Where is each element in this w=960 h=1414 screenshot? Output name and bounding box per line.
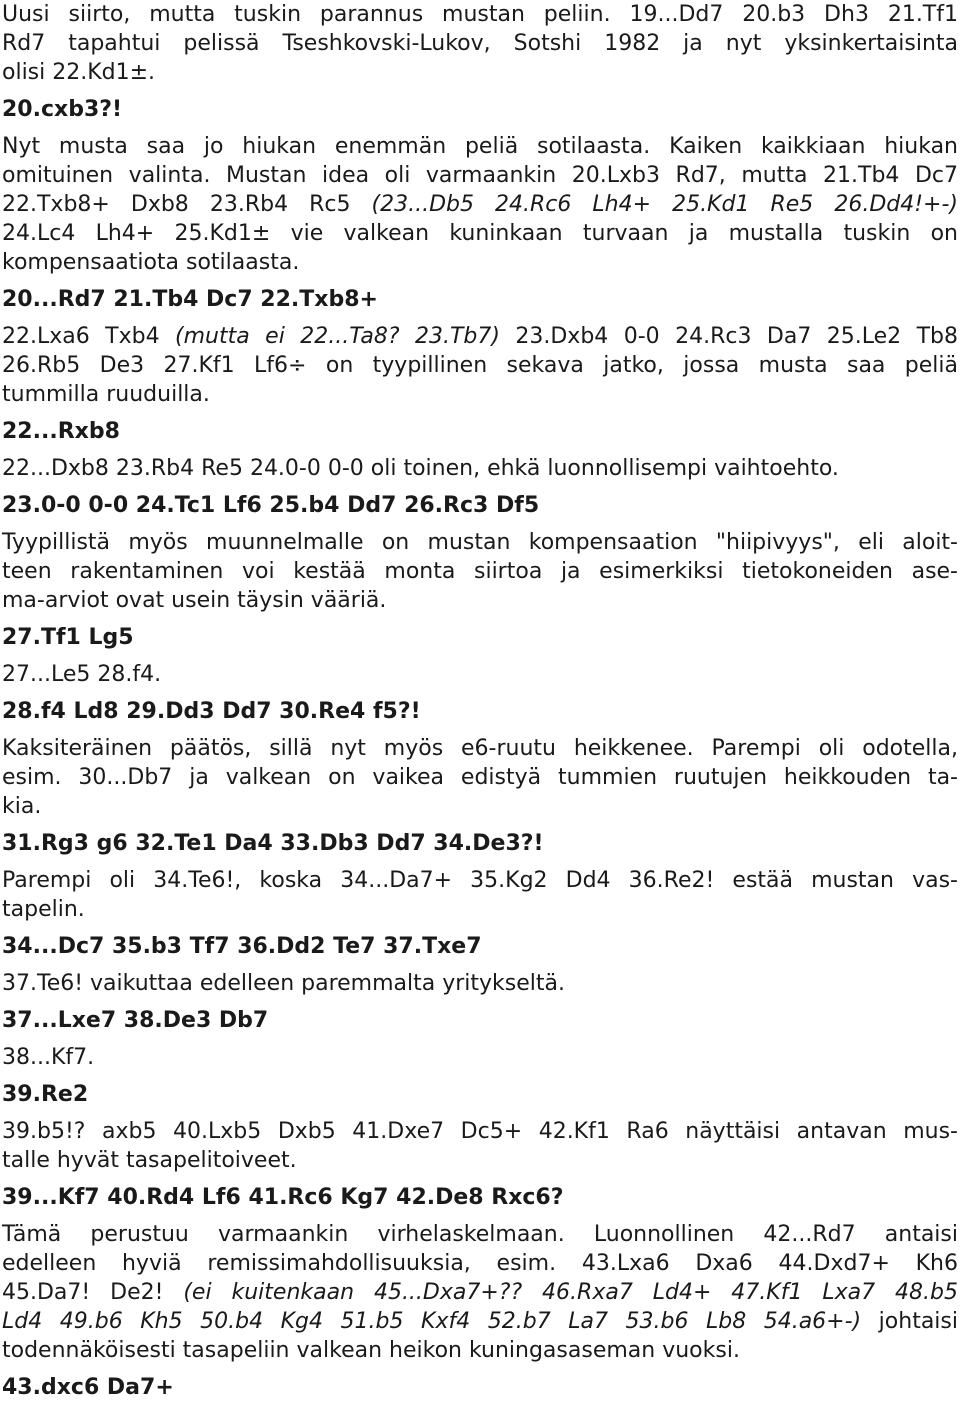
text-line: 38...Kf7. [2, 1045, 95, 1070]
move-line: 34...Dc7 35.b3 Tf7 36.Dd2 Te7 37.Txe7 [2, 934, 482, 959]
annotation-paragraph [2, 660, 958, 689]
annotation-paragraph [2, 132, 958, 277]
move-line: 28.f4 Ld8 29.Dd3 Dd7 30.Re4 f5?! [2, 699, 421, 724]
text-line: 22.Txb8+ Dxb8 23.Rb4 Rc5 (23...Db5 24.Rc6 Lh4+ 25.Kd1 Re5 26.Dd4!+-) [2, 192, 958, 217]
text-line: 24.Lc4 Lh4+ 25.Kd1± vie valkean kuninkaan turvaan ja mustalla tuskin on [2, 221, 958, 246]
text-line: Rd7 tapahtui pelissä Tseshkovski-Lukov, Sotshi 1982 ja nyt yksinkertaisinta [2, 31, 958, 56]
annotation-paragraph [2, 866, 958, 924]
annotation-paragraph [2, 322, 958, 409]
document-page [2, 0, 958, 1402]
annotation-paragraph [2, 734, 958, 821]
annotation-paragraph [2, 1117, 958, 1175]
move-line: 27.Tf1 Lg5 [2, 625, 134, 650]
move-line: 20.cxb3?! [2, 97, 123, 122]
text-line: omituinen valinta. Mustan idea oli varmaankin 20.Lxb3 Rd7, mutta 21.Tb4 Dc7 [2, 163, 958, 188]
text-line: teen rakentaminen voi kestää monta siirtoa ja esimerkiksi tietokoneiden ase- [2, 559, 958, 584]
text-line: Tämä perustuu varmaankin virhelaskelmaan. Luonnollinen 42...Rd7 antaisi [2, 1222, 958, 1247]
annotation-paragraph [2, 1043, 958, 1072]
text-line: Tyypillistä myös muunnelmalle on mustan kompensaation "hiipivyys", eli aloit- [2, 530, 958, 555]
text-line: 39.b5!? axb5 40.Lxb5 Dxb5 41.Dxe7 Dc5+ 42.Kf1 Ra6 näyttäisi antavan mus- [2, 1119, 958, 1144]
text-line: 27...Le5 28.f4. [2, 662, 162, 687]
annotation-paragraph [2, 969, 958, 998]
annotation-paragraph [2, 528, 958, 615]
text-line: Nyt musta saa jo hiukan enemmän peliä sotilaasta. Kaiken kaikkiaan hiukan [2, 134, 958, 159]
text-line: tapelin. [2, 897, 85, 922]
text-line: tummilla ruuduilla. [2, 382, 210, 407]
text-line: kompensaatiota sotilaasta. [2, 250, 300, 275]
text-line: 37.Te6! vaikuttaa edelleen paremmalta yritykseltä. [2, 971, 565, 996]
text-line: kia. [2, 794, 42, 819]
annotation-paragraph [2, 1220, 958, 1365]
text-line: esim. 30...Db7 ja valkean on vaikea edistyä tummien ruutujen heikkouden ta- [2, 765, 958, 790]
text-line: talle hyvät tasapelitoiveet. [2, 1148, 297, 1173]
move-line: 39.Re2 [2, 1082, 89, 1107]
text-line: ma-arviot ovat usein täysin vääriä. [2, 588, 387, 613]
move-line: 39...Kf7 40.Rd4 Lf6 41.Rc6 Kg7 42.De8 Rxc6? [2, 1185, 564, 1210]
text-line: 45.Da7! De2! (ei kuitenkaan 45...Dxa7+?? 46.Rxa7 Ld4+ 47.Kf1 Lxa7 48.b5 [2, 1280, 958, 1305]
move-line: 37...Lxe7 38.De3 Db7 [2, 1008, 269, 1033]
move-line: 23.0-0 0-0 24.Tc1 Lf6 25.b4 Dd7 26.Rc3 Df5 [2, 493, 540, 518]
text-line: 22.Lxa6 Txb4 (mutta ei 22...Ta8? 23.Tb7) 23.Dxb4 0-0 24.Rc3 Da7 25.Le2 Tb8 [2, 324, 958, 349]
text-line: 26.Rb5 De3 27.Kf1 Lf6÷ on tyypillinen sekava jatko, jossa musta saa peliä [2, 353, 958, 378]
annotation-paragraph [2, 0, 958, 87]
move-line: 43.dxc6 Da7+ [2, 1375, 174, 1400]
text-line: Uusi siirto, mutta tuskin parannus mustan peliin. 19...Dd7 20.b3 Dh3 21.Tf1 [2, 2, 958, 27]
text-line: edelleen hyviä remissimahdollisuuksia, esim. 43.Lxa6 Dxa6 44.Dxd7+ Kh6 [2, 1251, 958, 1276]
text-line: Parempi oli 34.Te6!, koska 34...Da7+ 35.Kg2 Dd4 36.Re2! estää mustan vas- [2, 868, 958, 893]
move-line: 31.Rg3 g6 32.Te1 Da4 33.Db3 Dd7 34.De3?! [2, 831, 544, 856]
move-line: 22...Rxb8 [2, 419, 120, 444]
text-line: 22...Dxb8 23.Rb4 Re5 24.0-0 0-0 oli toinen, ehkä luonnollisempi vaihtoehto. [2, 456, 839, 481]
text-line: Kaksiteräinen päätös, sillä nyt myös e6-ruutu heikkenee. Parempi oli odotella, [2, 736, 958, 761]
text-line: todennäköisesti tasapeliin valkean heikon kuningasaseman vuoksi. [2, 1338, 740, 1363]
text-line: Ld4 49.b6 Kh5 50.b4 Kg4 51.b5 Kxf4 52.b7 La7 53.b6 Lb8 54.a6+-) johtaisi [2, 1309, 958, 1334]
move-line: 20...Rd7 21.Tb4 Dc7 22.Txb8+ [2, 287, 378, 312]
text-line: olisi 22.Kd1±. [2, 60, 156, 85]
annotation-paragraph [2, 454, 958, 483]
